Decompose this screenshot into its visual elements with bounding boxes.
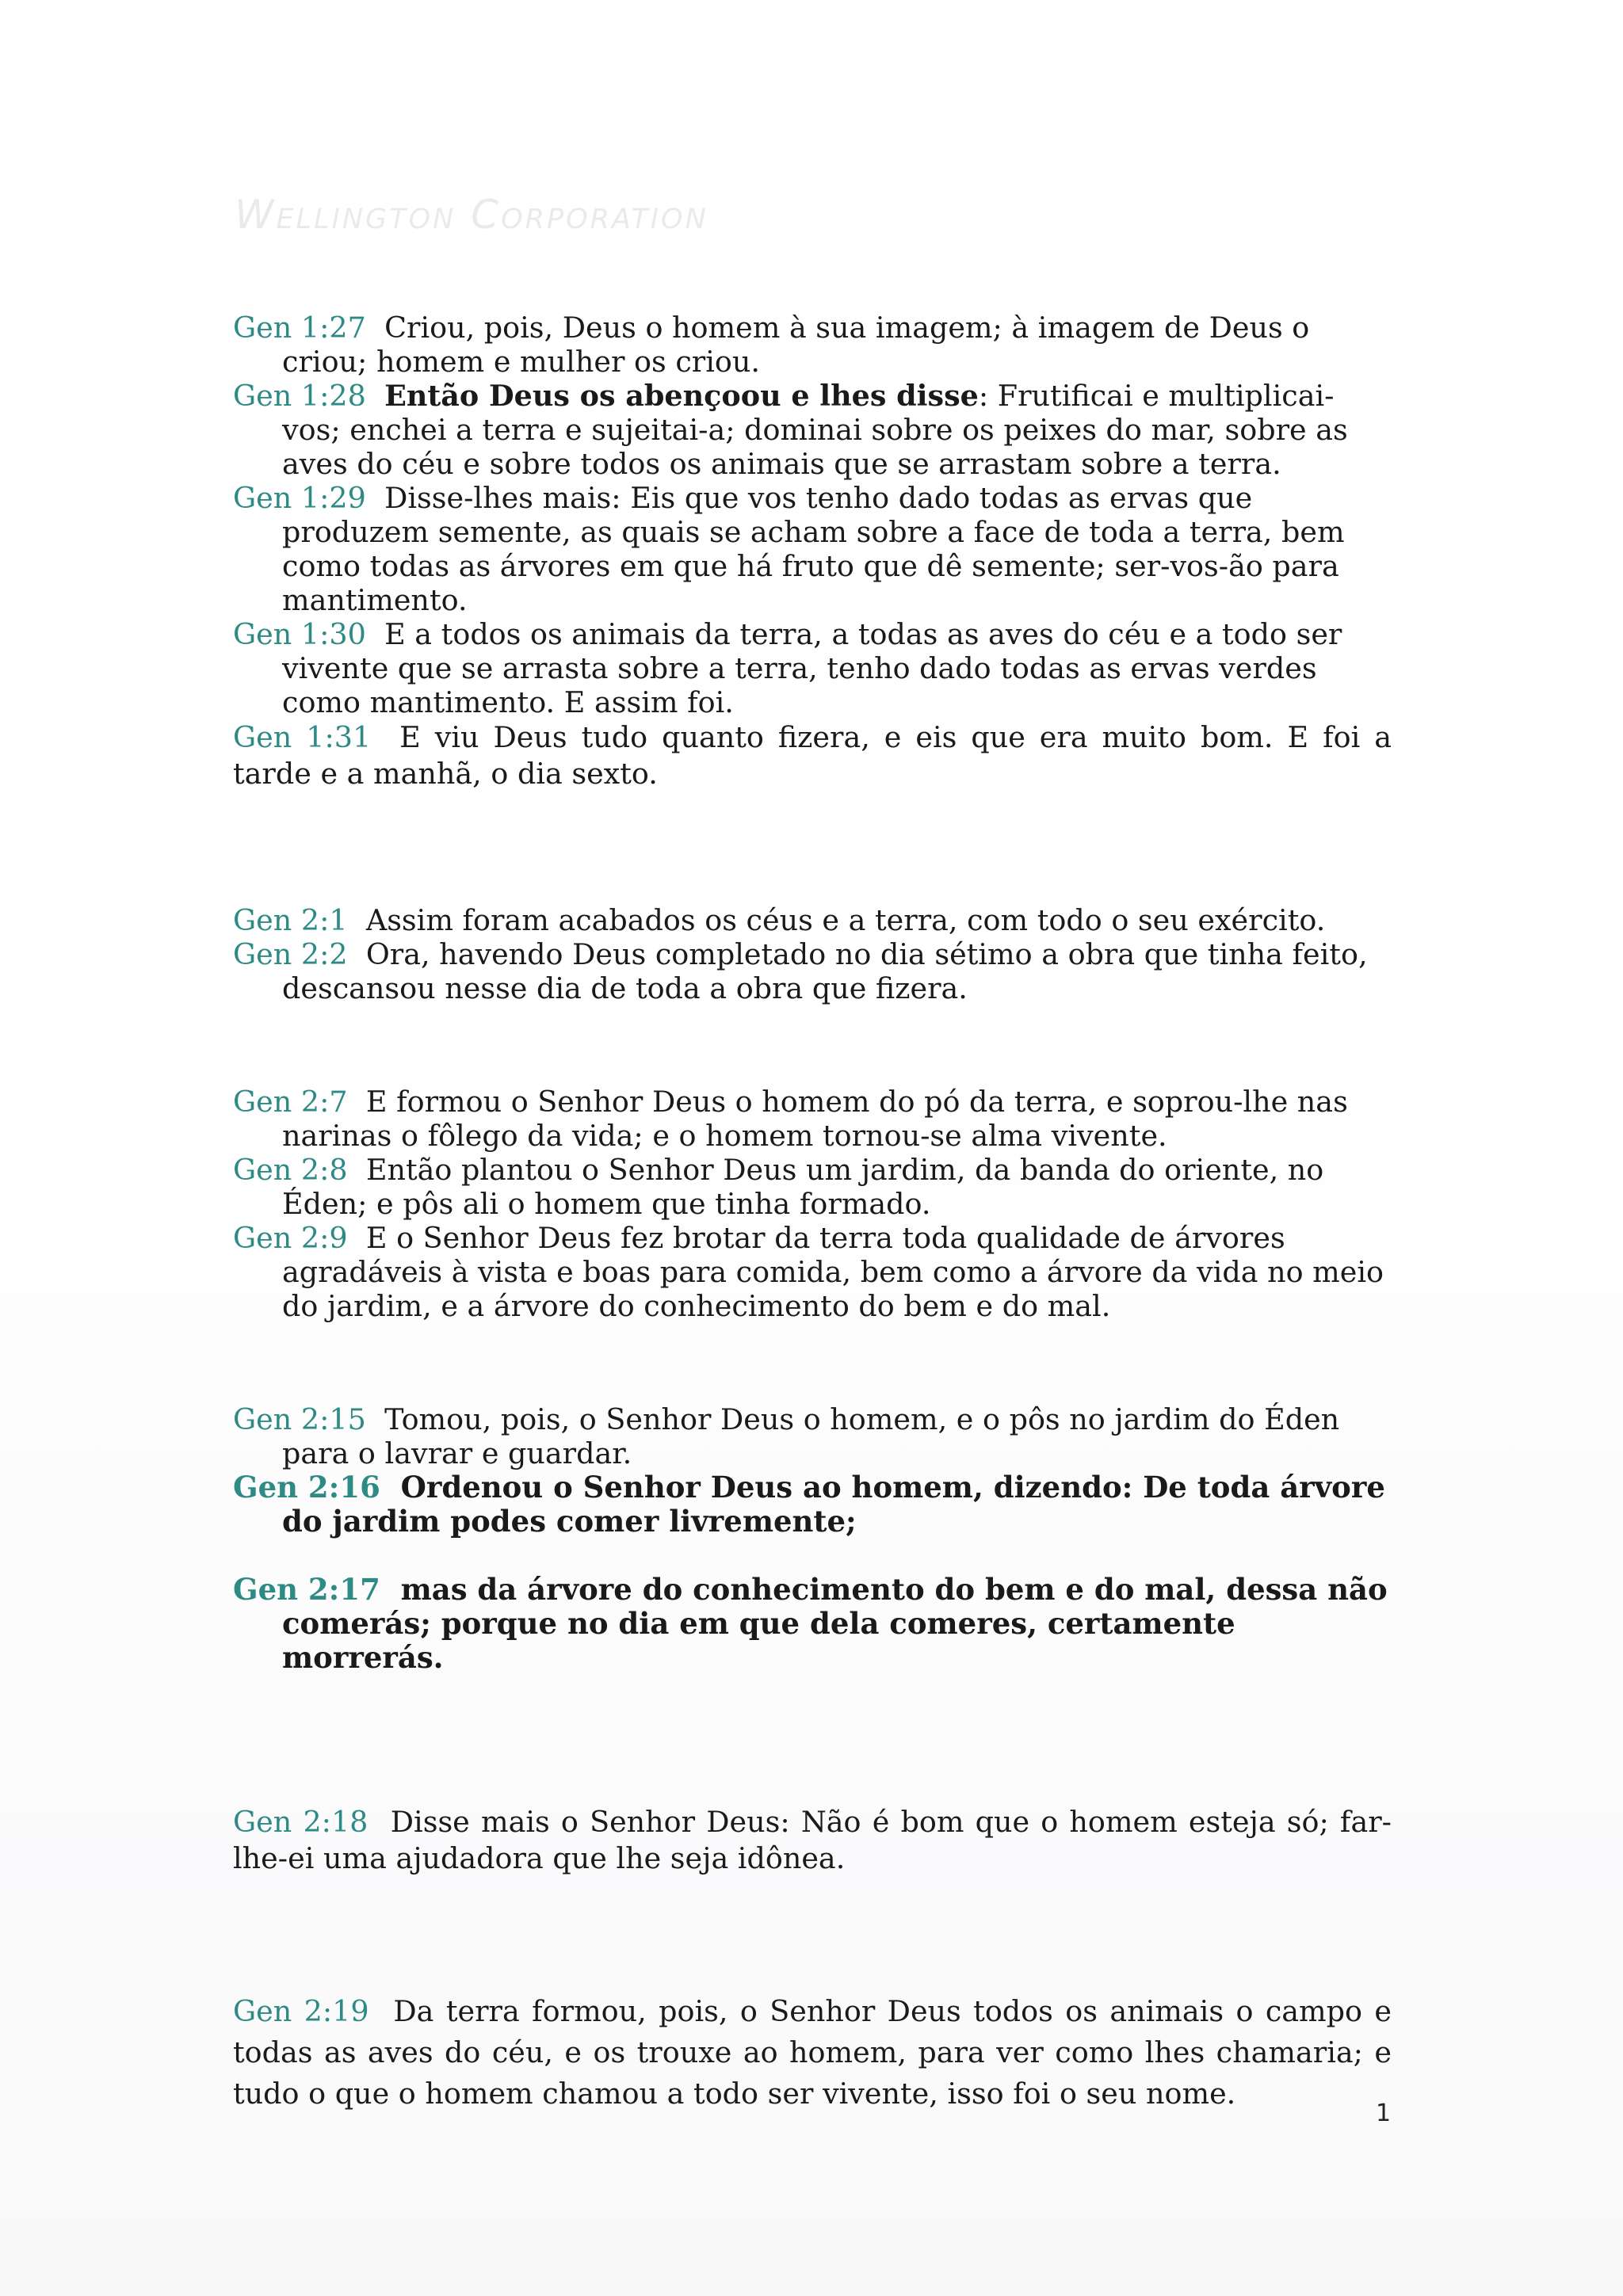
verse-gen-2-1 [233,903,1392,937]
verse-gen-1-28 [233,379,1392,481]
verse-gen-1-30 [233,617,1392,719]
verse-text: E o Senhor Deus fez brotar da terra toda qualidade de árvores agradáveis à vista e boas para comida, bem como a árvore da vida no meio do jardim, e a árvore do conhecimento do bem e do mal. [282,1221,1384,1323]
verse-reference: Gen 2:2 [233,937,348,971]
verse-reference: Gen 2:16 [233,1470,380,1505]
verse-reference: Gen 2:19 [233,1994,369,2028]
verse-text: Ordenou o Senhor Deus ao homem, dizendo: De toda árvore do jardim podes comer livremente; [282,1470,1385,1539]
verse-text: E formou o Senhor Deus o homem do pó da terra, e soprou-lhe nas narinas o fôlego da vida; e o homem tornou-se alma vivente. [282,1085,1348,1153]
verse-gen-2-18 [233,1804,1392,1877]
verse-reference: Gen 2:17 [233,1572,380,1607]
verse-gen-2-7 [233,1085,1392,1153]
verse-gen-2-15 [233,1402,1392,1470]
verse-reference: Gen 2:7 [233,1085,348,1119]
verse-reference: Gen 1:29 [233,481,366,515]
verse-reference: Gen 2:15 [233,1402,366,1436]
verse-reference: Gen 1:27 [233,311,366,345]
verse-text: E viu Deus tudo quanto fizera, e eis que era muito bom. E foi a tarde e a manhã, o dia sexto. [233,720,1392,791]
verse-text: Tomou, pois, o Senhor Deus o homem, e o pôs no jardim do Éden para o lavrar e guardar. [282,1402,1340,1470]
verse-gen-2-17 [233,1573,1392,1675]
verse-reference: Gen 1:28 [233,379,366,413]
verse-reference: Gen 2:8 [233,1153,348,1187]
verse-text: : Frutificai e multiplicai-vos; enchei a terra e sujeitai-a; dominai sobre os peixes do mar, sobre as aves do céu e sobre todos os animais que se arrastam sobre a terra. [282,379,1348,481]
document-body [233,311,1392,2115]
verse-bold-text: Então Deus os abençoou e lhes disse [384,379,979,413]
verse-gen-2-2 [233,937,1392,1005]
verse-gen-2-9 [233,1221,1392,1323]
verse-text: mas da árvore do conhecimento do bem e do mal, dessa não comerás; porque no dia em que dela comeres, certamente morrerás. [282,1572,1388,1675]
page-number: 1 [1376,2100,1392,2127]
spacer [233,1323,1392,1402]
spacer [233,1675,1392,1804]
verse-reference: Gen 1:31 [233,720,372,754]
verse-text: E a todos os animais da terra, a todas as aves do céu e a todo ser vivente que se arrasta sobre a terra, tenho dado todas as ervas verdes como mantimento. E assim foi. [282,617,1342,719]
verse-gen-1-29 [233,481,1392,617]
spacer [233,1539,1392,1573]
verse-text: Ora, havendo Deus completado no dia sétimo a obra que tinha feito, descansou nesse dia de toda a obra que fizera. [282,937,1368,1005]
spacer [233,792,1392,903]
verse-text: Disse-lhes mais: Eis que vos tenho dado todas as ervas que produzem semente, as quais se acham sobre a face de toda a terra, bem como todas as árvores em que há fruto que dê semente; ser-vos-ão para mantimento. [282,481,1345,617]
verse-gen-2-16 [233,1470,1392,1539]
header-title: Wellington Corporation [235,192,708,238]
verse-text: Da terra formou, pois, o Senhor Deus todos os animais o campo e todas as aves do céu, e os trouxe ao homem, para ver como lhes chamaria; e tudo o que o homem chamou a todo ser vivente, isso foi o seu nome. [233,1994,1392,2111]
verse-text: Assim foram acabados os céus e a terra, com todo o seu exército. [365,903,1326,937]
verse-gen-1-27 [233,311,1392,379]
verse-gen-1-31 [233,719,1392,792]
verse-reference: Gen 2:9 [233,1221,348,1255]
spacer [233,1005,1392,1085]
verse-reference: Gen 2:1 [233,903,348,937]
verse-text: Então plantou o Senhor Deus um jardim, da banda do oriente, no Éden; e pôs ali o homem que tinha formado. [282,1153,1324,1221]
verse-gen-2-19 [233,1991,1392,2115]
verse-text: Disse mais o Senhor Deus: Não é bom que o homem esteja só; far-lhe-ei uma ajudadora que lhe seja idônea. [233,1805,1392,1875]
verse-reference: Gen 2:18 [233,1805,369,1839]
verse-gen-2-8 [233,1153,1392,1221]
verse-text: Criou, pois, Deus o homem à sua imagem; à imagem de Deus o criou; homem e mulher os criou. [282,311,1310,379]
verse-reference: Gen 1:30 [233,617,366,651]
spacer [233,1877,1392,1991]
